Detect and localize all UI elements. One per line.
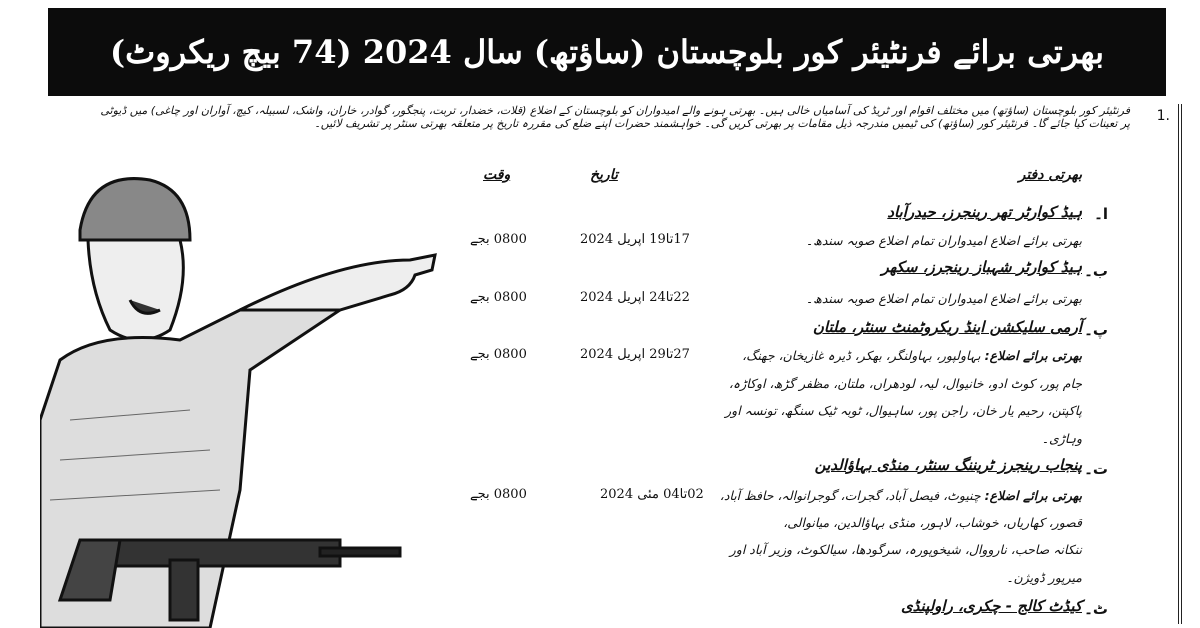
section-letter: ا۔ [1094,205,1108,223]
section-letter: ب۔ [1084,262,1108,280]
detail-label: بھرتی برائے اضلاع: [984,488,1082,503]
section-time: 0800 بجے [470,290,527,305]
section-office: کیڈٹ کالج - چکری، راولپنڈی [900,597,1082,615]
section-date: 22تا24 اپریل 2024 [580,290,690,305]
section-letter: ٹ۔ [1084,600,1108,618]
detail-text: چنیوٹ، فیصل آباد، گجرات، گوجرانوالہ، حافظ آباد، [719,488,981,503]
paragraph-number: 1. [1156,108,1170,124]
detail-text: بہاولپور، بہاولنگر، بھکر، ڈیرہ غازیخان، جھنگ، [742,348,981,363]
section-date: 17تا19 اپریل 2024 [580,232,690,247]
section-detail: پاکپتن، رحیم یار خان، راجن پور، ساہیوال، ٹوبہ ٹیک سنگھ، تونسہ اور [725,403,1082,418]
intro-paragraph [10,104,1130,130]
column-header-office: بھرتی دفتر [1018,167,1082,183]
section-detail: قصور، کھاریاں، خوشاب، لاہور، منڈی بہاؤالدین، میانوالی، [783,515,1082,530]
section-detail [742,348,1082,363]
page-title: بھرتی برائے فرنٹیئر کور بلوچستان (ساؤتھ) سال 2024 (74 بیچ ریکروٹ) [110,32,1104,71]
intro-line: فرنٹیئر کور بلوچستان (ساؤتھ) میں مختلف اقوام اور ٹریڈ کی آسامیاں خالی ہیں۔ بھرتی ہونے والے امیدواران کو بلوچستان کے اضلاع (قلات، خضدار، تربت، پنجگور، گوادر، خاران، واشک، لسبیلہ، کیچ، آواران اور چاغی) میں ڈیوٹی [100,104,1130,117]
section-office: ہیڈ کوارٹر تھر رینجرز، حیدرآباد [887,203,1082,221]
section-detail [720,488,1082,503]
section-letter: ت۔ [1084,460,1108,478]
section-detail: وہاڑی۔ [1041,431,1082,446]
detail-label: بھرتی برائے اضلاع: [984,348,1082,363]
soldier-illustration [40,160,460,628]
section-date: 02تا04 مئی 2024 [600,487,704,502]
section-office: آرمی سلیکشن اینڈ ریکروٹمنٹ سنٹر، ملتان [812,318,1082,336]
section-office: ہیڈ کوارٹر شہباز رینجرز، سکھر [881,258,1082,276]
section-office: پنجاب رینجرز ٹریننگ سنٹر، منڈی بہاؤالدین [814,456,1082,474]
column-header-time: وقت [483,167,511,183]
section-time: 0800 بجے [470,487,527,502]
section-detail: بھرتی برائے اضلاع امیدواران تمام اضلاع صوبہ سندھ۔ [805,291,1082,306]
section-detail: جام پور، کوٹ ادو، خانیوال، لیہ، لودھراں، ملتان، مظفر گڑھ، اوکاڑہ، [728,376,1082,391]
section-detail: ننکانہ صاحب، نارووال، شیخوپورہ، سرگودھا، سیالکوٹ، وزیر آباد اور [729,542,1082,557]
section-date: 27تا29 اپریل 2024 [580,347,690,362]
section-detail: بھرتی برائے اضلاع امیدواران تمام اضلاع صوبہ سندھ۔ [805,233,1082,248]
column-header-date: تاریخ [590,167,618,183]
border-line [1178,104,1182,624]
title-banner [48,8,1166,96]
section-time: 0800 بجے [470,232,527,247]
section-detail: میرپور ڈویژن۔ [1006,570,1082,585]
section-time: 0800 بجے [470,347,527,362]
intro-line: پر تعینات کیا جائے گا۔ فرنٹیئر کور (ساؤتھ) کی ٹیمیں مندرجہ ذیل مقامات پر بھرتی کریں گی۔ خواہشمند حضرات اپنے ضلع کی مقررہ تاریخ پر متعلقہ بھرتی سنٹر پر تشریف لائیں۔ [314,117,1130,130]
section-letter: پ۔ [1084,321,1108,339]
